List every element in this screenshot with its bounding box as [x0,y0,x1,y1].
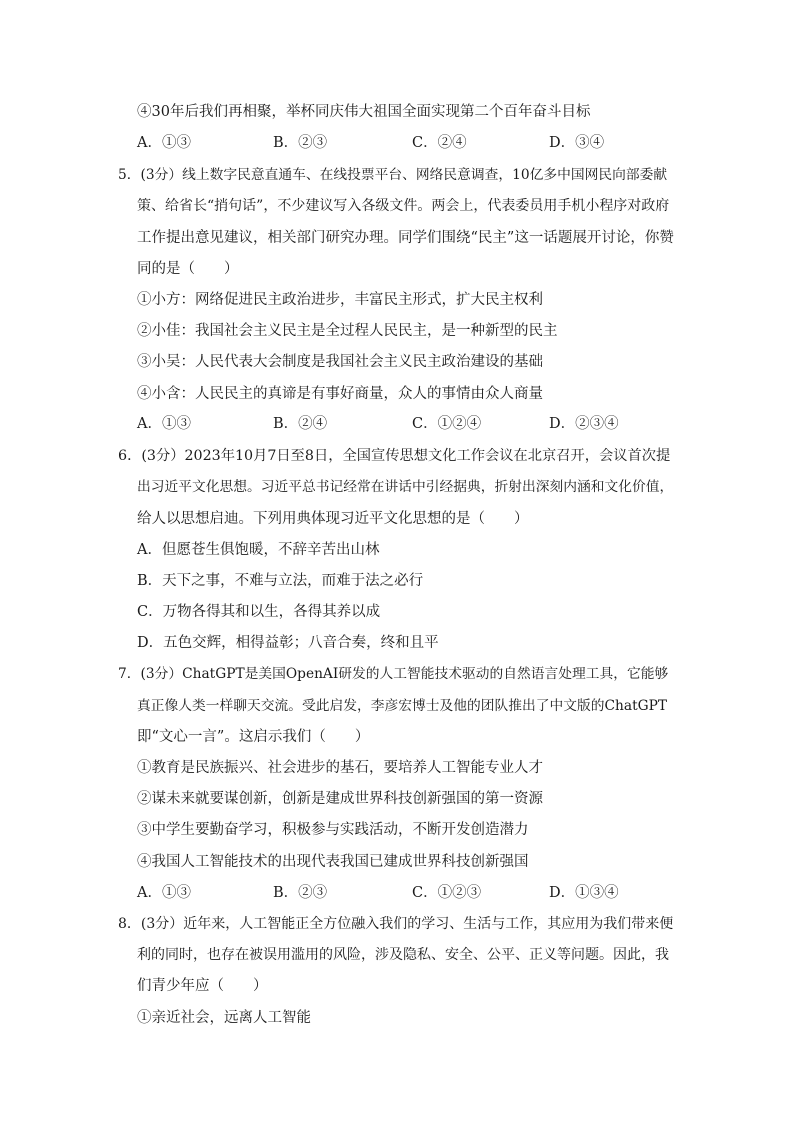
q5-statement-1-text: ①小方：网络促进民主政治进步，丰富民主形式，扩大民主权利 [137,292,543,308]
q5-stem-line-2 [0,194,794,218]
q5-stem-text-1: 5．(3分）线上数字民意直通车、在线投票平台、网络民意调查，10亿多中国网民向部委献 [118,167,668,183]
q7-statement-2 [0,787,794,811]
q7-statement-3 [0,818,794,842]
q6-choice-d [0,631,794,655]
q6-choice-c-text: C．万物各得其和以生，各得其养以成 [137,604,381,620]
q4-option-c: C．②④ [412,135,467,151]
q6-choice-a-text: A．但愿苍生俱饱暖，不辞辛苦出山林 [137,542,380,558]
q4-options [0,131,794,155]
q5-option-c: C．①②④ [412,416,482,432]
q5-stem-text-3: 工作提出意见建议，相关部门研究办理。同学们围绕“民主”这一话题展开讨论，你赞 [137,230,674,246]
q8-stem-text-1: 8．(3分）近年来，人工智能正全方位融入我们的学习、生活与工作，其应用为我们带来便 [118,916,674,932]
q7-statement-1 [0,756,794,780]
q5-stem-line-4 [0,257,794,281]
q7-stem-text-2: 真正像人类一样聊天交流。受此启发，李彦宏博士及他的团队推出了中文版的ChatGPT [137,698,668,714]
q6-choice-c [0,600,794,624]
q6-choice-d-text: D．五色交辉，相得益彰；八音合奏，终和且平 [137,635,439,651]
q7-statement-4 [0,850,794,874]
q4-statement-4-text: ④30年后我们再相聚，举杯同庆伟大祖国全面实现第二个百年奋斗目标 [137,104,591,120]
q5-option-b: B．②④ [273,416,328,432]
q7-option-c: C．①②③ [412,885,482,901]
q5-statement-2-text: ②小佳：我国社会主义民主是全过程人民民主，是一种新型的民主 [137,323,558,339]
q7-option-b: B．②③ [273,885,328,901]
q5-stem-text-2: 策、给省长“捎句话”，不少建议写入各级文件。两会上，代表委员用手机小程序对政府 [137,198,670,214]
q5-stem-line-3 [0,226,794,250]
q7-statement-3-text: ③中学生要勤奋学习，积极参与实践活动，不断开发创造潜力 [137,822,529,838]
q7-stem-line-2 [0,694,794,718]
q5-options [0,412,794,436]
q7-stem-text-1: 7．(3分）ChatGPT是美国OpenAⅠ研发的人工智能技术驱动的自然语言处理工具，它能够 [118,666,669,682]
q8-stem-line-2 [0,943,794,967]
q7-options [0,881,794,905]
q6-stem-text-3: 给人以思想启迪。下列用典体现习近平文化思想的是（ ） [137,511,529,527]
q5-statement-4-text: ④小含：人民民主的真谛是有事好商量，众人的事情由众人商量 [137,386,543,402]
q7-statement-1-text: ①教育是民族振兴、社会进步的基石，要培养人工智能专业人才 [137,760,543,776]
q8-stem-line-3 [0,974,794,998]
q5-stem-line-1 [0,163,794,187]
q4-statement-4 [0,100,794,124]
q8-statement-1-text: ①亲近社会，远离人工智能 [137,1010,311,1026]
q6-stem-line-1 [0,444,794,468]
q5-option-d: D．②③④ [549,416,619,432]
q5-stem-text-4: 同的是（ ） [137,261,239,277]
q4-option-b: B．②③ [273,135,328,151]
q6-stem-text-2: 出习近平文化思想。习近平总书记经常在讲话中引经据典，折射出深刻内涵和文化价值， [137,479,674,495]
q8-stem-text-3: 们青少年应（ ） [137,978,268,994]
q6-choice-a [0,538,794,562]
q4-option-a: A．①③ [137,135,191,151]
q5-statement-2 [0,319,794,343]
q5-statement-1 [0,288,794,312]
q7-stem-line-1 [0,662,794,686]
q5-statement-3 [0,350,794,374]
q8-statement-1 [0,1006,794,1030]
q4-option-d: D．③④ [549,135,605,151]
q5-statement-3-text: ③小吴：人民代表大会制度是我国社会主义民主政治建设的基础 [137,354,543,370]
q7-option-d: D．①③④ [549,885,619,901]
q7-statement-4-text: ④我国人工智能技术的出现代表我国已建成世界科技创新强国 [137,854,529,870]
q7-statement-2-text: ②谋未来就要谋创新，创新是建成世界科技创新强国的第一资源 [137,791,543,807]
q7-stem-text-3: 即“文心一言”。这启示我们（ ） [137,729,370,745]
q8-stem-line-1 [0,912,794,936]
q6-stem-line-3 [0,507,794,531]
q5-statement-4 [0,382,794,406]
q7-stem-line-3 [0,725,794,749]
q7-option-a: A．①③ [137,885,191,901]
q6-stem-line-2 [0,475,794,499]
q6-choice-b [0,569,794,593]
q5-option-a: A．①③ [137,416,191,432]
q6-choice-b-text: B．天下之事，不难与立法，而难于法之必行 [137,573,424,589]
q6-stem-text-1: 6．(3分）2023年10月7日至8日，全国宣传思想文化工作会议在北京召开，会议首次提 [118,448,671,464]
q8-stem-text-2: 利的同时，也存在被误用滥用的风险，涉及隐私、安全、公平、正义等问题。因此，我 [137,947,669,963]
